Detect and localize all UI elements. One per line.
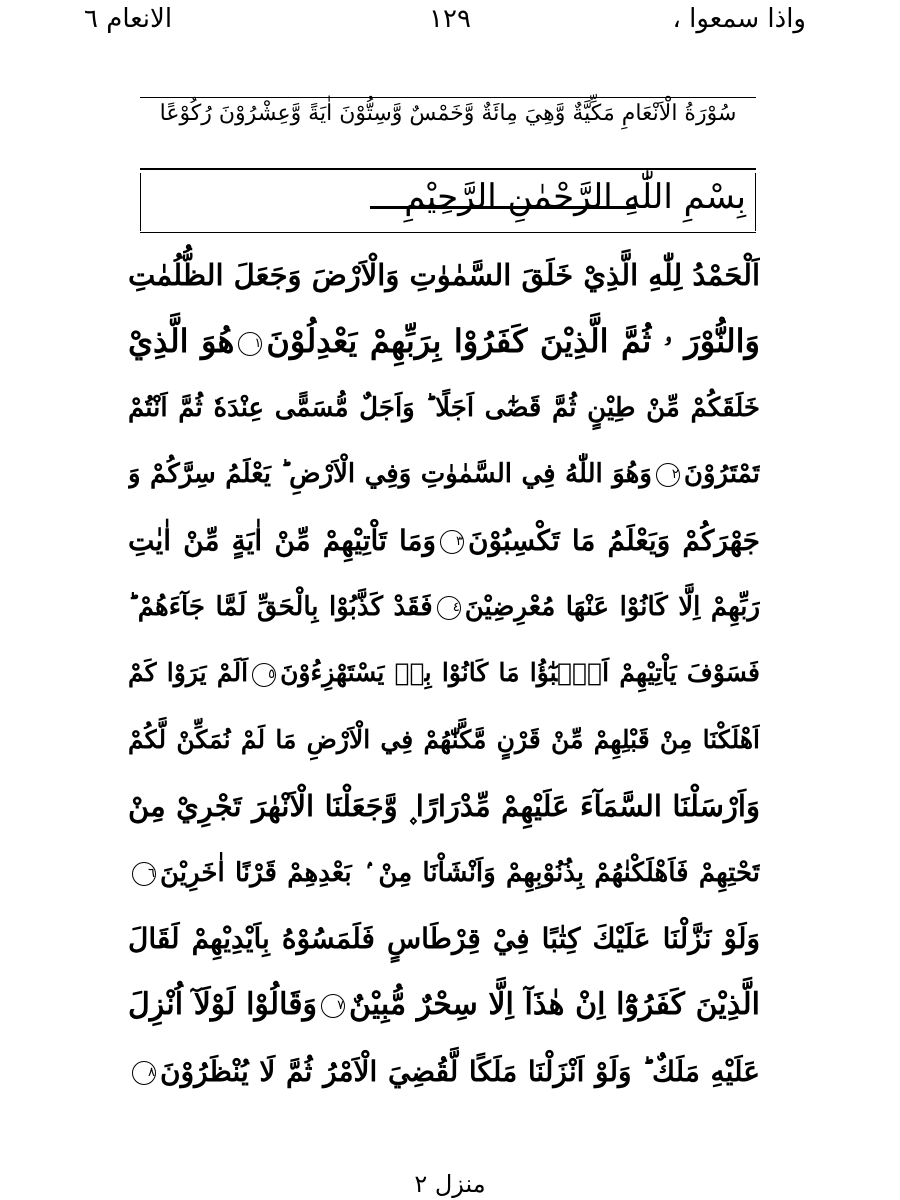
verse-line [128,506,760,576]
verse-text: اَلْحَمْدُ لِلّٰهِ الَّذِيْ خَلَقَ السَّمٰوٰتِ وَالْاَرْضَ وَجَعَلَ الظُّلُمٰتِ [128,258,760,292]
ayah-number-marker: ٢ [656,463,680,487]
verse-line [128,638,760,708]
verse-text: وَاَرْسَلْنَا السَّمَآءَ عَلَيْهِمْ مِّدْرَارًا ۪ وَّجَعَلْنَا الْاَنْهٰرَ تَجْرِيْ مِنْ [128,789,760,824]
ayah-number-marker: ٨ [132,1061,156,1085]
verse-line [128,572,760,642]
verse-line [128,705,760,775]
verse-text: رَبِّهِمْ اِلَّا كَانُوْا عَنْهَا مُعْرِضِيْنَ [464,592,760,622]
verse-line [128,904,760,974]
verse-line [128,240,760,310]
verse-text: جَهْرَكُمْ وَيَعْلَمُ مَا تَكْسِبُوْنَ [468,523,760,557]
verse-line [128,771,760,841]
verse-text: وَالنُّوْرَ ۥ ثُمَّ الَّذِيْنَ كَفَرُوْا بِرَبِّهِمْ يَعْدِلُوْنَ [266,322,760,361]
ayah-number-marker: ٥ [252,663,276,687]
verse-line [128,373,760,443]
ayah-number-marker: ١ [238,332,262,356]
verse-text: الَّذِيْنَ كَفَرُوْٓا اِنْ هٰذَآ اِلَّا سِحْرٌ مُّبِيْنٌ [349,987,760,1023]
frame-left-rule [140,173,141,231]
manzil-footer: منزل ٢ [414,1170,486,1198]
ayah-number-marker: ٣ [440,530,464,554]
verse-text: عَلَيْهِ مَلَكٌ ؕ وَلَوْ اَنْزَلْنَا مَلَكًا لَّقُضِيَ الْاَمْرُ ثُمَّ لَا يُنْظَرُوْنَ [160,1054,760,1088]
verse-line [128,970,760,1040]
ayah-number-marker: ٤ [437,596,461,620]
ayah-number-marker: ٧ [321,994,345,1018]
verse-block [128,240,760,1100]
surah-heading: سُوْرَةُ الْاَنْعَامِ مَكِّيَّةٌ وَّهِيَ مِائَةٌ وَّخَمْسٌ وَّسِتُّوْنَ اٰيَةً وَّعِشْرُوْنَ رُكُوْعًا [159,101,737,126]
verse-text-continued: فَقَدْ كَذَّبُوْا بِالْحَقِّ لَمَّا جَآءَهُمْ ؕ [128,592,433,622]
bismillah: بِسْمِ اللّٰهِ الرَّحْمٰنِ الرَّحِيْمِ [404,177,746,217]
verse-text: فَسَوْفَ يَاْتِيْهِمْ اَنْۢبٰٓؤُا مَا كَانُوْا بِهٖ يَسْتَهْزِءُوْنَ [280,658,760,688]
verse-text-continued: هُوَ الَّذِيْ [128,322,235,361]
verse-text: تَمْتَرُوْنَ [683,459,760,490]
frame-bottom-rule [140,232,756,233]
verse-line [128,838,760,908]
frame-top-rule [140,97,756,98]
verse-line [128,439,760,509]
verse-text-continued: اَلَمْ يَرَوْا كَمْ [128,658,249,688]
juz-name: واذا سمعوا ، [672,4,806,34]
surah-reference: الانعام ٦ [84,4,173,34]
verse-text-continued: وَمَا تَاْتِيْهِمْ مِّنْ اٰيَةٍ مِّنْ اٰيٰتِ [128,523,437,557]
verse-text: خَلَقَكُمْ مِّنْ طِيْنٍ ثُمَّ قَضٰٓى اَجَلًا ؕ وَاَجَلٌ مُّسَمًّى عِنْدَهٗ ثُمَّ اَنْتُمْ [128,392,760,423]
bismillah-panel [150,175,746,230]
verse-text-continued: وَقَالُوْا لَوْلَآ اُنْزِلَ [128,987,318,1023]
verse-text: تَحْتِهِمْ فَاَهْلَكْنٰهُمْ بِذُنُوْبِهِمْ وَاَنْشَاْنَا مِنْ ۢ بَعْدِهِمْ قَرْنًا اٰخَرِيْنَ [160,857,760,888]
frame-right-rule [755,173,756,231]
verse-text-continued: وَهُوَ اللّٰهُ فِي السَّمٰوٰتِ وَفِي الْاَرْضِ ؕ يَعْلَمُ سِرَّكُمْ وَ [128,459,652,490]
verse-text: وَلَوْ نَزَّلْنَا عَلَيْكَ كِتٰبًا فِيْ قِرْطَاسٍ فَلَمَسُوْهُ بِاَيْدِيْهِمْ لَقَالَ [128,922,760,955]
page-number: ١٢٩ [429,4,471,34]
ayah-number-marker: ٦ [132,862,156,886]
verse-line [128,1037,760,1107]
verse-line [128,306,760,376]
verse-text: اَهْلَكْنَا مِنْ قَبْلِهِمْ مِّنْ قَرْنٍ مَّكَّنّٰهُمْ فِي الْاَرْضِ مَا لَمْ نُمَكِّنْ لَّكُمْ [128,724,760,754]
